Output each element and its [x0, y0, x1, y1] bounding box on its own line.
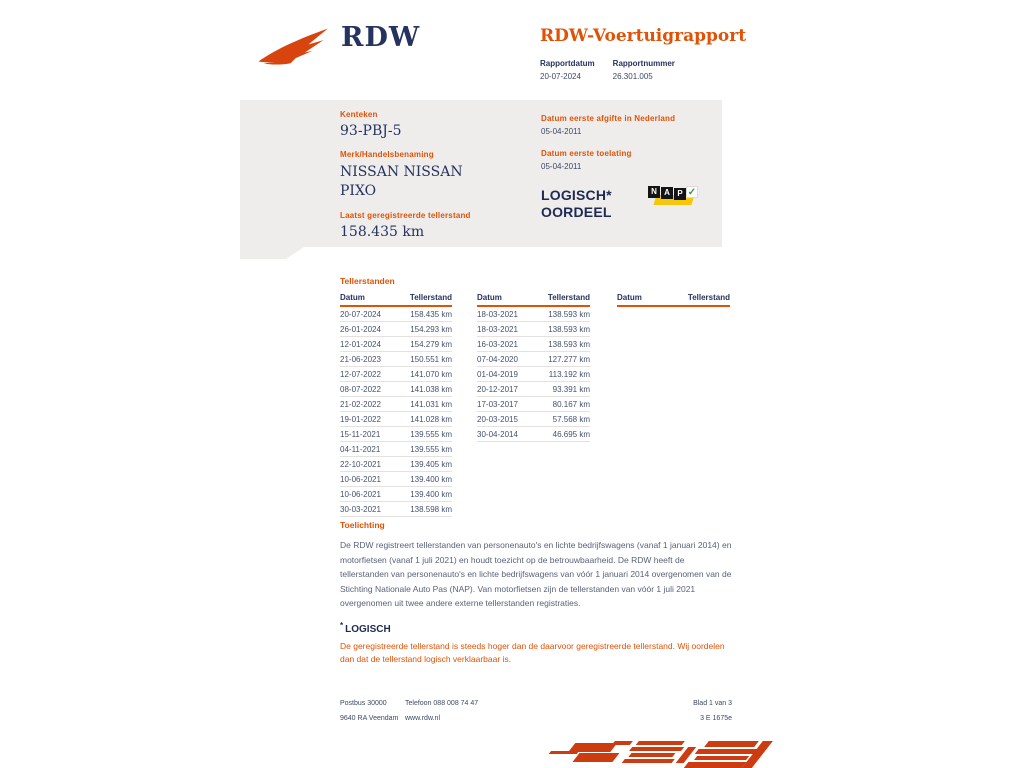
table-row: [477, 427, 590, 442]
rdw-logo: [255, 20, 420, 70]
table-row: [477, 382, 590, 397]
row-tellerstand: 141.031 km: [410, 400, 452, 409]
toelichting-title: Toelichting: [340, 520, 385, 530]
table-row: [340, 352, 452, 367]
report-date-block: [540, 59, 595, 81]
table-row: [477, 322, 590, 337]
row-tellerstand: 141.070 km: [410, 370, 452, 379]
row-datum: 12-01-2024: [340, 340, 381, 349]
table-row: [340, 472, 452, 487]
row-tellerstand: 139.555 km: [410, 430, 452, 439]
report-number-label: Rapportnummer: [612, 59, 675, 68]
table-row: [340, 412, 452, 427]
table-header: [340, 293, 452, 307]
row-datum: 01-04-2019: [477, 370, 518, 379]
nap-letter-n: N: [648, 186, 660, 198]
datum-column-header: Datum: [340, 293, 365, 302]
row-tellerstand: 138.593 km: [548, 310, 590, 319]
row-datum: 15-11-2021: [340, 430, 381, 439]
nap-checkmark-icon: ✓: [687, 187, 697, 198]
footer-website: www.rdw.nl: [405, 715, 441, 722]
footer-address: [340, 700, 398, 722]
datum-column-header: Datum: [617, 293, 642, 302]
footer-phone: Telefoon 088 008 74 47: [405, 700, 479, 707]
rdw-stripes-decoration: [540, 737, 805, 768]
tellerstand-label: Laatst geregistreerde tellerstand: [340, 211, 471, 220]
row-datum: 10-06-2021: [340, 490, 381, 499]
toelichting-section: [340, 520, 732, 667]
logisch-title: LOGISCH: [345, 623, 391, 635]
tellerstand-column-header: Tellerstand: [547, 293, 590, 302]
row-tellerstand: 139.400 km: [410, 475, 452, 484]
row-datum: 22-10-2021: [340, 460, 381, 469]
table-row: [477, 412, 590, 427]
kenteken-value: 93-PBJ-5: [340, 123, 402, 139]
rdw-wing-icon: [255, 20, 335, 70]
datum-column-header: Datum: [477, 293, 502, 302]
table-header: [477, 293, 590, 307]
afgifte-label: Datum eerste afgifte in Nederland: [541, 114, 676, 123]
row-tellerstand: 113.192 km: [548, 370, 590, 379]
toelating-value: 05-04-2011: [541, 162, 582, 171]
row-tellerstand: 158.435 km: [410, 310, 452, 319]
kenteken-label: Kenteken: [340, 110, 378, 119]
tellerstand-column-header: Tellerstand: [409, 293, 452, 302]
footer-city: 9640 RA Veendam: [340, 715, 399, 722]
tellerstand-table-2: [477, 293, 590, 442]
tellerstanden-section: [340, 276, 732, 513]
row-tellerstand: 139.555 km: [410, 445, 452, 454]
vehicle-info-left-column: [340, 110, 535, 240]
footer-doc-code: 3 E 1675e: [700, 715, 732, 722]
afgifte-value: 05-04-2011: [541, 127, 582, 136]
logisch-heading: [340, 621, 732, 635]
row-datum: 21-02-2022: [340, 400, 381, 409]
row-tellerstand: 154.279 km: [410, 340, 452, 349]
vehicle-info-panel: [240, 100, 722, 247]
report-title: RDW-Voertuigrapport: [540, 26, 747, 46]
row-tellerstand: 93.391 km: [552, 385, 590, 394]
table-row: [340, 442, 452, 457]
row-tellerstand: 57.568 km: [552, 415, 590, 424]
row-tellerstand: 139.400 km: [410, 490, 452, 499]
row-datum: 08-07-2022: [340, 385, 381, 394]
row-datum: 07-04-2020: [477, 355, 518, 364]
panel-tail-decoration: [240, 247, 304, 259]
report-date-label: Rapportdatum: [540, 59, 595, 68]
nap-letter-p: P: [674, 188, 686, 200]
table-header: [617, 293, 730, 307]
footer-contact: [405, 700, 478, 722]
row-datum: 16-03-2021: [477, 340, 518, 349]
row-datum: 18-03-2021: [477, 310, 518, 319]
footer-page-number: Blad 1 van 3: [693, 700, 732, 707]
rdw-logo-text: RDW: [341, 22, 421, 53]
table-row: [340, 367, 452, 382]
table-row: [340, 457, 452, 472]
row-datum: 21-06-2023: [340, 355, 381, 364]
report-date-value: 20-07-2024: [540, 72, 581, 81]
row-datum: 04-11-2021: [340, 445, 381, 454]
logisch-body: De geregistreerde tellerstand is steeds hoger dan de daarvoor geregistreerde tellerstand. Wij oordelen dan dat de tellerstand logisch verklaarbaar is.: [340, 640, 725, 665]
row-tellerstand: 141.038 km: [410, 385, 452, 394]
table-row: [477, 352, 590, 367]
table-row: [340, 502, 452, 517]
row-datum: 20-12-2017: [477, 385, 518, 394]
table-row: [340, 322, 452, 337]
table-row: [477, 367, 590, 382]
report-title-block: [540, 26, 800, 81]
tellerstand-table-3: [617, 293, 730, 307]
row-datum: 19-01-2022: [340, 415, 381, 424]
nap-letter-a: A: [661, 187, 673, 199]
logisch-asterisk: *: [340, 620, 344, 630]
table-row: [340, 382, 452, 397]
nap-logo: [648, 184, 698, 210]
row-tellerstand: 139.405 km: [410, 460, 452, 469]
oordeel-line1: LOGISCH*: [541, 187, 612, 203]
row-datum: 10-06-2021: [340, 475, 381, 484]
footer-postbus: Postbus 30000: [340, 700, 387, 707]
table-row: [340, 397, 452, 412]
row-datum: 30-03-2021: [340, 505, 381, 514]
toelating-label: Datum eerste toelating: [541, 149, 632, 158]
report-number-value: 26.301.005: [612, 72, 653, 81]
tellerstanden-title: Tellerstanden: [340, 276, 395, 286]
row-tellerstand: 46.695 km: [552, 430, 590, 439]
table-row: [477, 337, 590, 352]
row-datum: 12-07-2022: [340, 370, 381, 379]
row-datum: 20-03-2015: [477, 415, 518, 424]
tellerstand-value: 158.435 km: [340, 224, 425, 240]
row-tellerstand: 154.293 km: [410, 325, 452, 334]
tellerstand-column-header: Tellerstand: [687, 293, 730, 302]
merk-label: Merk/Handelsbenaming: [340, 150, 434, 159]
footer-page-info: [693, 700, 732, 722]
table-row: [340, 487, 452, 502]
table-row: [477, 397, 590, 412]
row-tellerstand: 138.598 km: [410, 505, 452, 514]
report-number-block: [613, 59, 675, 81]
row-datum: 17-03-2017: [477, 400, 518, 409]
row-datum: 26-01-2024: [340, 325, 381, 334]
row-datum: 20-07-2024: [340, 310, 381, 319]
row-tellerstand: 138.593 km: [548, 325, 590, 334]
tellerstand-table-1: [340, 293, 452, 517]
row-tellerstand: 138.593 km: [548, 340, 590, 349]
row-tellerstand: 80.167 km: [552, 400, 590, 409]
table-row: [340, 307, 452, 322]
table-row: [340, 427, 452, 442]
oordeel-line2: OORDEEL: [541, 204, 612, 220]
table-row: [340, 337, 452, 352]
row-tellerstand: 150.551 km: [410, 355, 452, 364]
row-tellerstand: 127.277 km: [548, 355, 590, 364]
row-datum: 18-03-2021: [477, 325, 518, 334]
row-datum: 30-04-2014: [477, 430, 518, 439]
table-row: [477, 307, 590, 322]
toelichting-body: De RDW registreert tellerstanden van personenauto's en lichte bedrijfswagens (vanaf 1 januari 2014) en motorfietsen (vanaf 1 juli 2021) en houdt toezicht op de betrouwbaarheid. De RDW heeft de tellerstanden van personenauto's en lichte bedrijfswagens van vóór 1 januari 2014 overgenomen van de Stichting Nationale Auto Pas (NAP). Van motorfietsen zijn de tellerstanden van vóór 1 juli 2021 overgenomen uit twee andere externe tellerstanden registraties.: [340, 540, 732, 609]
row-tellerstand: 141.028 km: [410, 415, 452, 424]
merk-value: NISSAN NISSAN PIXO: [340, 164, 463, 199]
